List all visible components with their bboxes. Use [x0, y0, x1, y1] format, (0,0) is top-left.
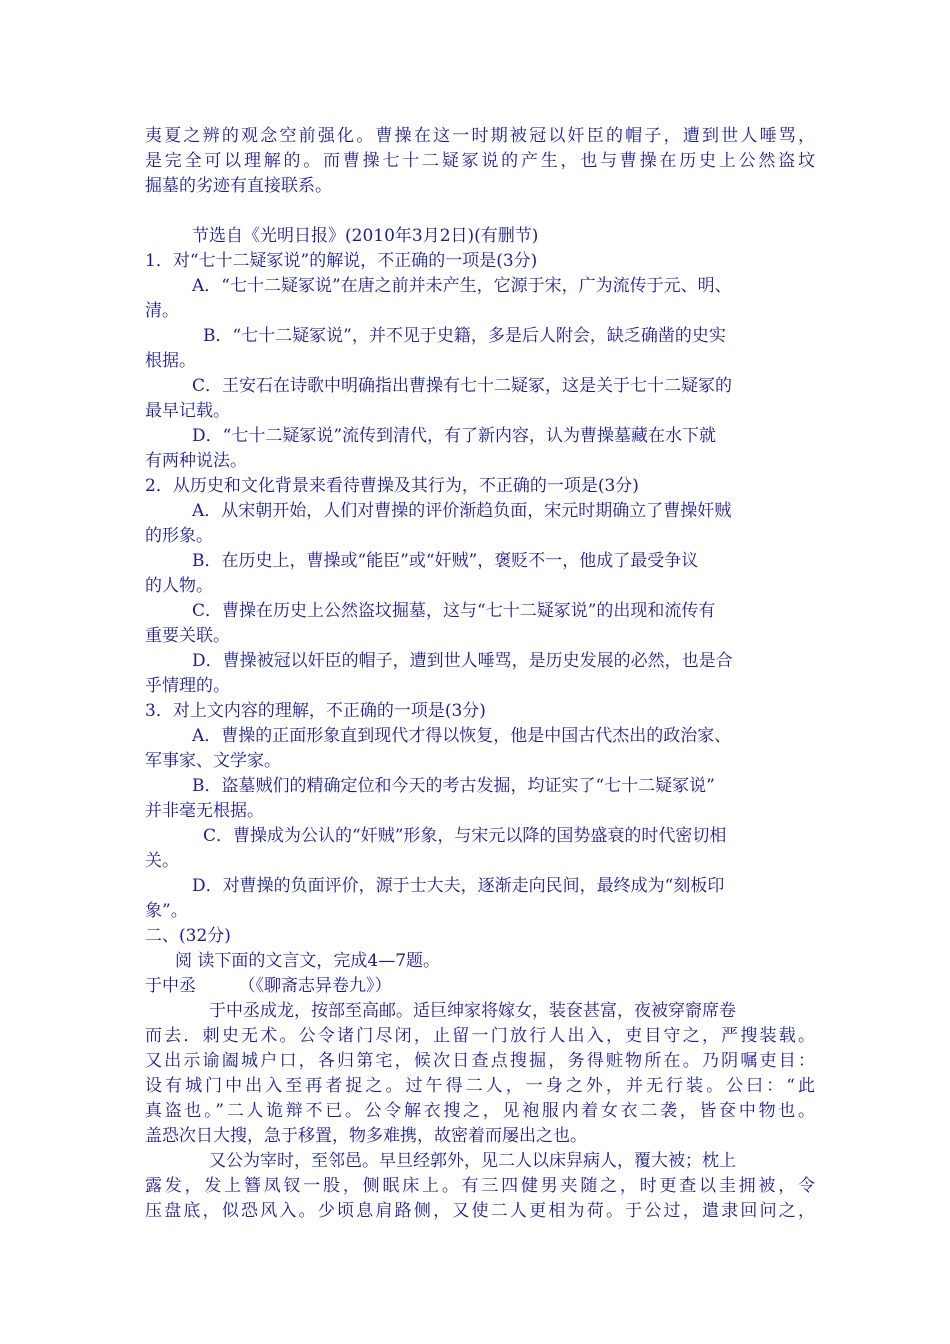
- text-line: 二、(32分): [145, 926, 231, 946]
- text-line: D．“七十二疑冢说”流传到清代，有了新内容，认为曹操墓藏在水下就: [192, 426, 717, 446]
- text-line: 有两种说法。: [145, 451, 247, 471]
- text-line: 根据。: [145, 351, 196, 371]
- text-line: 于中丞 （《聊斋志异卷九》）: [145, 976, 392, 996]
- text-line: C．曹操成为公认的“奸贼”形象，与宋元以降的国势盛衰的时代密切相: [203, 826, 727, 846]
- text-line: 乎情理的。: [145, 676, 230, 696]
- text-line: 1．对“七十二疑冢说”的解说，不正确的一项是(3分): [145, 251, 538, 271]
- text-line: B．盗墓贼们的精确定位和今天的考古发掘，均证实了“七十二疑冢说”: [192, 776, 715, 796]
- text-line: 2．从历史和文化背景来看待曹操及其行为，不正确的一项是(3分): [145, 476, 639, 496]
- text-line: 夷夏之辨的观念空前强化。曹操在这一时期被冠以奸臣的帽子，遭到世人唾骂，: [145, 126, 815, 146]
- text-line: A．曹操的正面形象直到现代才得以恢复，他是中国古代杰出的政治家、: [192, 726, 732, 746]
- text-line: 是完全可以理解的。而曹操七十二疑冢说的产生，也与曹操在历史上公然盗坟: [145, 151, 815, 171]
- text-line: 3．对上文内容的理解，不正确的一项是(3分): [145, 701, 486, 721]
- text-line: 阅 读下面的文言文，完成4—7题。: [175, 951, 441, 971]
- text-line: 节选自《光明日报》(2010年3月2日)(有删节): [192, 226, 539, 246]
- text-line: 设有城门中出入至再者捉之。过午得二人，一身之外，并无行装。公曰：“此: [145, 1076, 815, 1096]
- text-line: C．王安石在诗歌中明确指出曹操有七十二疑冢，这是关于七十二疑冢的: [192, 376, 733, 396]
- text-line: 又公为宰时，至邻邑。早旦经郭外，见二人以床舁病人，覆大被；枕上: [209, 1151, 736, 1171]
- text-line: 于中丞成龙，按部至高邮。适巨绅家将嫁女，装奁甚富，夜被穿窬席卷: [209, 1001, 736, 1021]
- text-line: 关。: [145, 851, 179, 871]
- text-line: D．对曹操的负面评价，源于士大夫，逐渐走向民间，最终成为“刻板印: [192, 876, 725, 896]
- text-line: A．“七十二疑冢说”在唐之前并未产生，它源于宋，广为流传于元、明、: [192, 276, 732, 296]
- text-line: D．曹操被冠以奸臣的帽子，遭到世人唾骂，是历史发展的必然，也是合: [192, 651, 733, 671]
- text-line: 的人物。: [145, 576, 213, 596]
- text-line: 露发，发上簪凤钗一股，侧眠床上。有三四健男夹随之，时更查以圭拥被，令: [145, 1176, 815, 1196]
- text-line: 象”。: [145, 901, 188, 921]
- text-line: B．“七十二疑冢说”，并不见于史籍，多是后人附会，缺乏确凿的史实: [203, 326, 726, 346]
- text-line: 重要关联。: [145, 626, 230, 646]
- text-line: 军事家、文学家。: [145, 751, 281, 771]
- text-line: 压盘底，似恐风入。少顷息肩路侧，又使二人更相为荷。于公过，遣隶回问之，: [145, 1201, 815, 1221]
- text-line: 盖恐次日大搜，急于移置，物多难携，故密着而屡出之也。: [145, 1126, 587, 1146]
- text-line: 掘墓的劣迹有直接联系。: [145, 176, 332, 196]
- text-line: B．在历史上，曹操或“能臣”或“奸贼”，褒贬不一，他成了最受争议: [192, 551, 699, 571]
- blank-line: [145, 199, 815, 224]
- text-line: 又出示谕阖城户口，各归第宅，候次日查点搜掘，务得赃物所在。乃阴嘱吏目：: [145, 1051, 815, 1071]
- text-line: 最早记载。: [145, 401, 230, 421]
- text-line: 并非毫无根据。: [145, 801, 264, 821]
- document-page: [145, 124, 815, 1224]
- text-line: 清。: [145, 301, 179, 321]
- text-line: 的形象。: [145, 526, 213, 546]
- text-line: 而去．刺史无术。公令诸门尽闭，止留一门放行人出入，吏目守之，严搜装载。: [145, 1026, 815, 1046]
- text-line: 真盗也。”二人诡辩不已。公令解衣搜之，见袍服内着女衣二袭，皆奁中物也。: [145, 1101, 815, 1121]
- text-line: A．从宋朝开始，人们对曹操的评价渐趋负面，宋元时期确立了曹操奸贼: [192, 501, 732, 521]
- text-line: C．曹操在历史上公然盗坟掘墓，这与“七十二疑冢说”的出现和流传有: [192, 601, 716, 621]
